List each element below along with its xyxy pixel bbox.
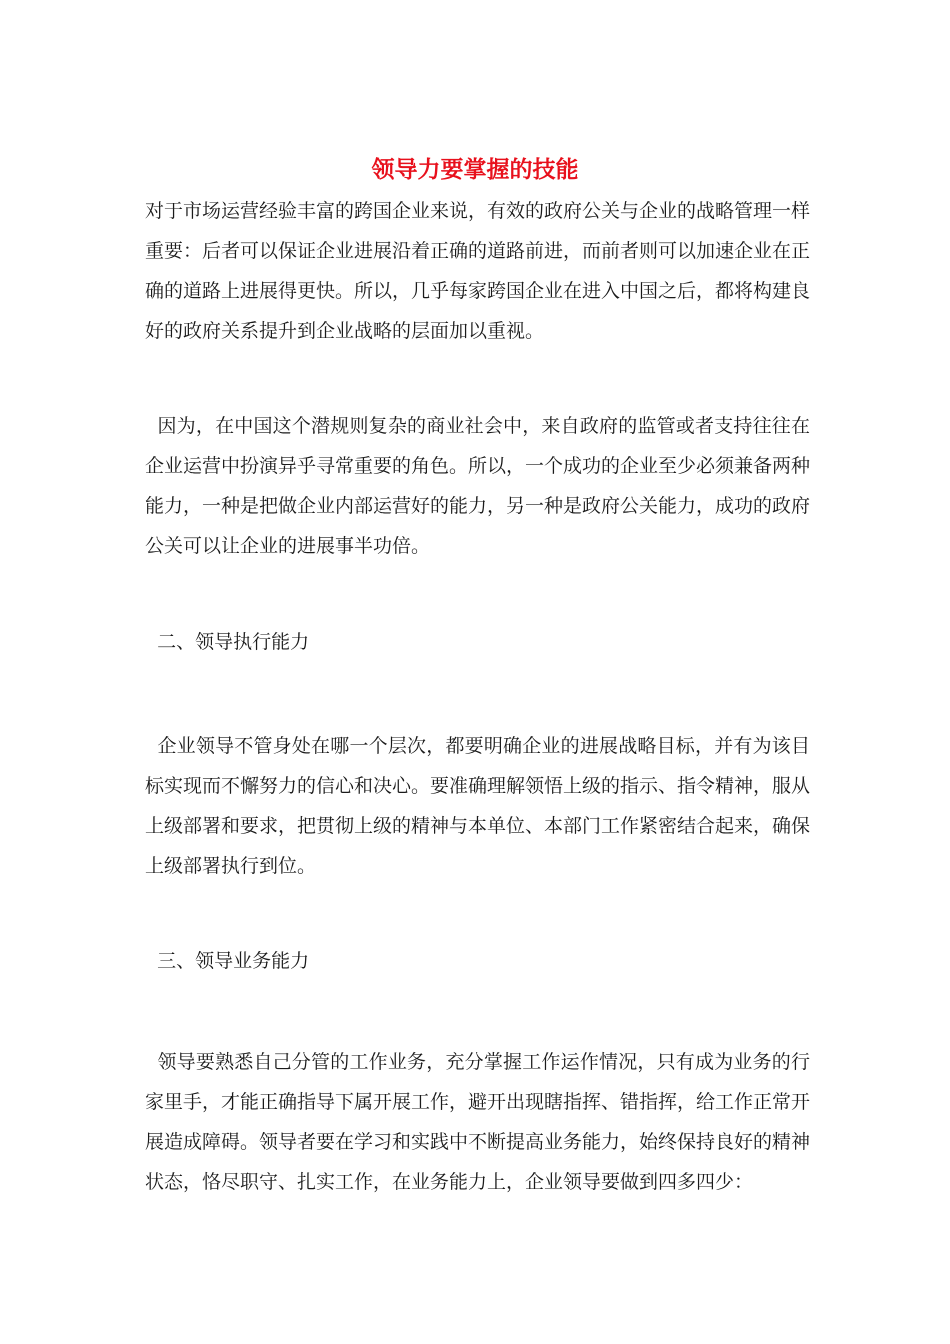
paragraph-government-relations: 因为，在中国这个潜规则复杂的商业社会中，来自政府的监管或者支持往往在企业运营中扮演异乎寻常重要的角色。所以，一个成功的企业至少必须兼备两种能力，一种是把做企业内部运营好的能力，另一种是政府公关能力，成功的政府公关可以让企业的进展事半功倍。 [145, 415, 811, 557]
paragraph-business: 领导要熟悉自己分管的工作业务，充分掌握工作运作情况，只有成为业务的行家里手，才能正确指导下属开展工作，避开出现瞎指挥、错指挥，给工作正常开展造成障碍。领导者要在学习和实践中不断提高业务能力，始终保持良好的精神状态，恪尽职守、扎实工作，在业务能力上，企业领导要做到四多四少： [145, 1051, 811, 1193]
paragraph-execution: 企业领导不管身处在哪一个层次，都要明确企业的进展战略目标，并有为该目标实现而不懈努力的信心和决心。要准确理解领悟上级的指示、指令精神，服从上级部署和要求，把贯彻上级的精神与本单位、本部门工作紧密结合起来，确保上级部署执行到位。 [145, 735, 811, 877]
document-title: 领导力要掌握的技能 [371, 157, 579, 183]
section-heading-business: 三、领导业务能力 [145, 950, 310, 972]
paragraph-intro: 对于市场运营经验丰富的跨国企业来说，有效的政府公关与企业的战略管理一样重要：后者可以保证企业进展沿着正确的道路前进，而前者则可以加速企业在正确的道路上进展得更快。所以，几乎每家跨国企业在进入中国之后，都将构建良好的政府关系提升到企业战略的层面加以重视。 [145, 200, 811, 342]
section-heading-execution: 二、领导执行能力 [145, 631, 310, 653]
